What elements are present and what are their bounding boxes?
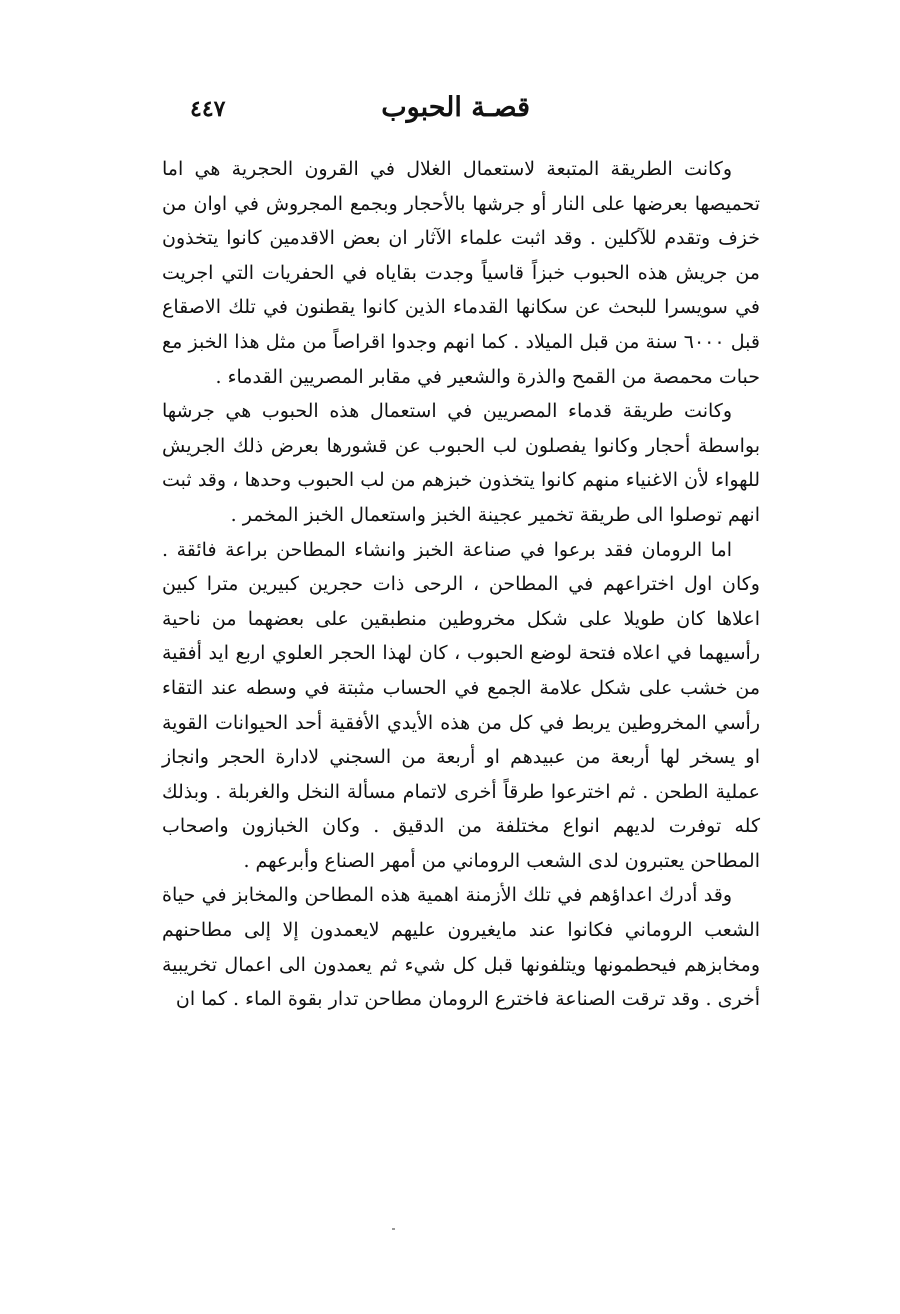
paragraph-2: وكانت طريقة قدماء المصريين في استعمال هذه الحبوب هي جرشها بواسطة أحجار وكانوا يفصلون لب الحبوب عن قشورها بعرض ذلك الجريش للهواء لأن الاغنياء منهم كانوا يتخذون خبزهم من لب الحبوب وحدها ، وقد ثبت انهم توصلوا الى طريقة تخمير عجينة الخبز واستعمال الخبز المخمر . [162, 400, 760, 526]
paragraph-3: اما الرومان فقد برعوا في صناعة الخبز وانشاء المطاحن براعة فائقة . وكان اول اختراعهم في المطاحن ، الرحى ذات حجرين كبيرين مترا كبين اعلاها كان طويلا على شكل مخروطين منطبقين على بعضهما من ناحية رأسيهما في اعلاه فتحة لوضع الحبوب ، كان لهذا الحجر العلوي اربع ايد أفقية من خشب على شكل علامة الجمع في الحساب مثبتة في وسطه عند التقاء رأسي المخروطين يربط في كل من هذه الأيدي الأفقية أحد الحيوانات القوية او يسخر لها أربعة من عبيدهم او أربعة من السجني لادارة الحجر وانجاز عملية الطحن . ثم اخترعوا طرقاً أخرى لاتمام مسألة النخل والغربلة . وبذلك كله توفرت لديهم انواع مختلفة من الدقيق . وكان الخبازون واصحاب المطاحن يعتبرون لدى الشعب الروماني من أمهر الصناع وأبرعهم . [162, 538, 760, 872]
body-text [162, 152, 760, 1017]
page-number: ٤٤٧ [190, 96, 226, 122]
scan-speck [392, 1228, 395, 1230]
paragraph-1: وكانت الطريقة المتبعة لاستعمال الغلال في القرون الحجرية هي اما تحميصها بعرضها على النار أو جرشها بالأحجار وبجمع المجروش في اوان من خزف وتقدم للآكلين . وقد اثبت علماء الآثار ان بعض الاقدمين كانوا يتخذون من جريش هذه الحبوب خبزاً قاسياً وجدت بقاياه في الحفريات التي اجريت في سويسرا للبحث عن سكانها القدماء الذين كانوا يقطنون في تلك الاصقاع قبل ٦٠٠٠ سنة من قبل الميلاد . كما انهم وجدوا اقراصاً من مثل هذا الخبز مع حبات محمصة من القمح والذرة والشعير في مقابر المصريين القدماء . [162, 158, 760, 388]
paragraph-4: وقد أدرك اعداؤهم في تلك الأزمنة اهمية هذه المطاحن والمخابز في حياة الشعب الروماني فكانوا عند مايغيرون عليهم لايعمدون إلا إلى مطاحنهم ومخابزهم فيحطمونها ويتلفونها قبل كل شيء ثم يعمدون الى اعمال تخريبية أخرى . وقد ترقت الصناعة فاخترع الرومان مطاحن تدار بقوة الماء . كما ان [162, 884, 760, 1011]
running-title: قصـة الحبوب [381, 92, 530, 123]
page-header [150, 92, 750, 132]
